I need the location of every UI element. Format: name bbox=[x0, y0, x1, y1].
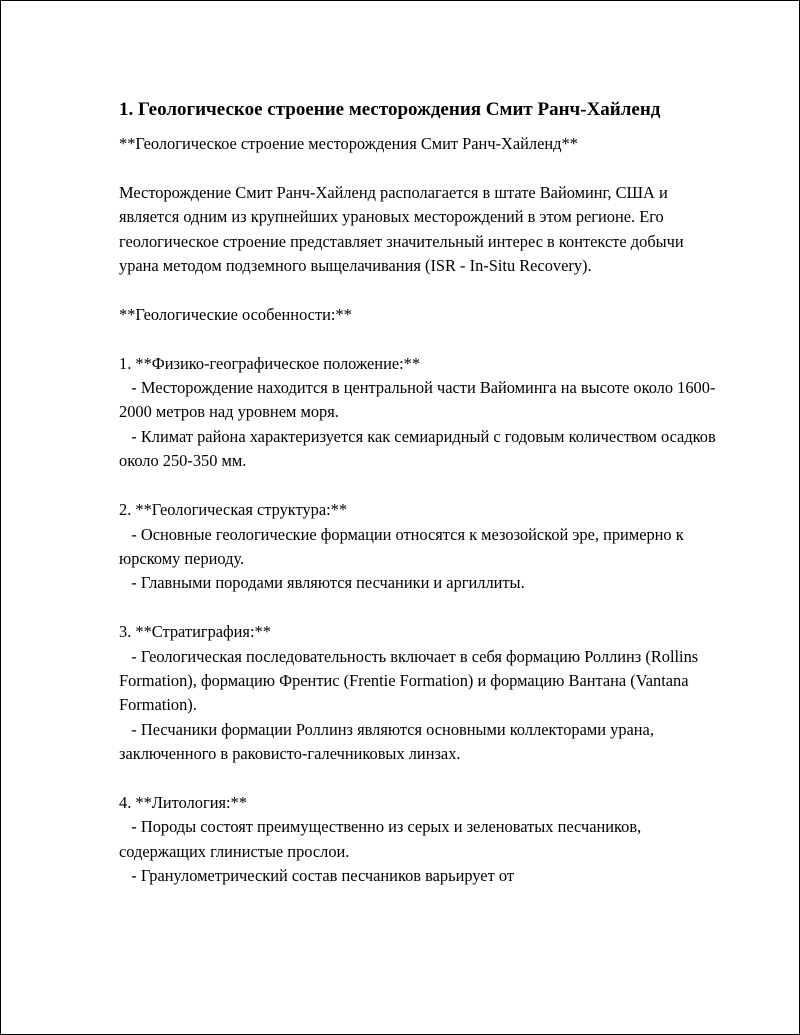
intro-paragraph: Месторождение Смит Ранч-Хайленд располагается в штате Вайоминг, США и является одним из крупнейших урановых месторождений в этом регионе. Его геологическое строение представляет значительный интерес в контексте добычи урана методом подземного выщелачивания (ISR - In-Situ Recovery). bbox=[119, 182, 688, 276]
blank-line bbox=[119, 474, 719, 498]
blank-line bbox=[119, 156, 719, 180]
list-item: - Климат района характеризуется как семиаридный с годовым количеством осадков около 250-350 мм. bbox=[119, 426, 720, 471]
list-item: - Главными породами являются песчаники и аргиллиты. bbox=[119, 573, 525, 593]
list-item: - Месторождение находится в центральной части Вайоминга на высоте около 1600-2000 метров над уровнем моря. bbox=[119, 378, 716, 422]
blank-line bbox=[119, 767, 719, 791]
list-item: - Геологическая последовательность включает в себя формацию Роллинз (Rollins Formation), формацию Френтис (Frentie Formation) и формацию Вантана (Vantana Formation). bbox=[119, 646, 703, 715]
section-title-structure: 2. **Геологическая структура:** bbox=[119, 500, 348, 520]
list-item: - Породы состоят преимущественно из серых и зеленоватых песчаников, содержащих глинистые прослои. bbox=[119, 817, 646, 861]
document-body bbox=[119, 96, 719, 889]
list-item: - Гранулометрический состав песчаников варьирует от bbox=[119, 866, 514, 886]
subtitle: **Геологическое строение месторождения Смит Ранч-Хайленд** bbox=[119, 134, 578, 153]
list-item: - Основные геологические формации относятся к мезозойской эре, примерно к юрскому периоду. bbox=[119, 524, 688, 568]
section-heading: 1. Геологическое строение месторождения Смит Ранч-Хайленд bbox=[119, 99, 661, 120]
list-item: - Песчаники формации Роллинз являются основными коллекторами урана, заключенного в раковисто-галечниковых линзах. bbox=[119, 719, 659, 764]
blank-line bbox=[119, 596, 719, 620]
section-title-location: 1. **Физико-географическое положение:** bbox=[119, 353, 421, 373]
section-title-lithology: 4. **Литология:** bbox=[119, 792, 247, 812]
blank-line bbox=[119, 327, 719, 351]
blank-line bbox=[119, 278, 719, 302]
section-title-stratigraphy: 3. **Стратиграфия:** bbox=[119, 622, 271, 642]
features-title: **Геологические особенности:** bbox=[119, 304, 352, 324]
